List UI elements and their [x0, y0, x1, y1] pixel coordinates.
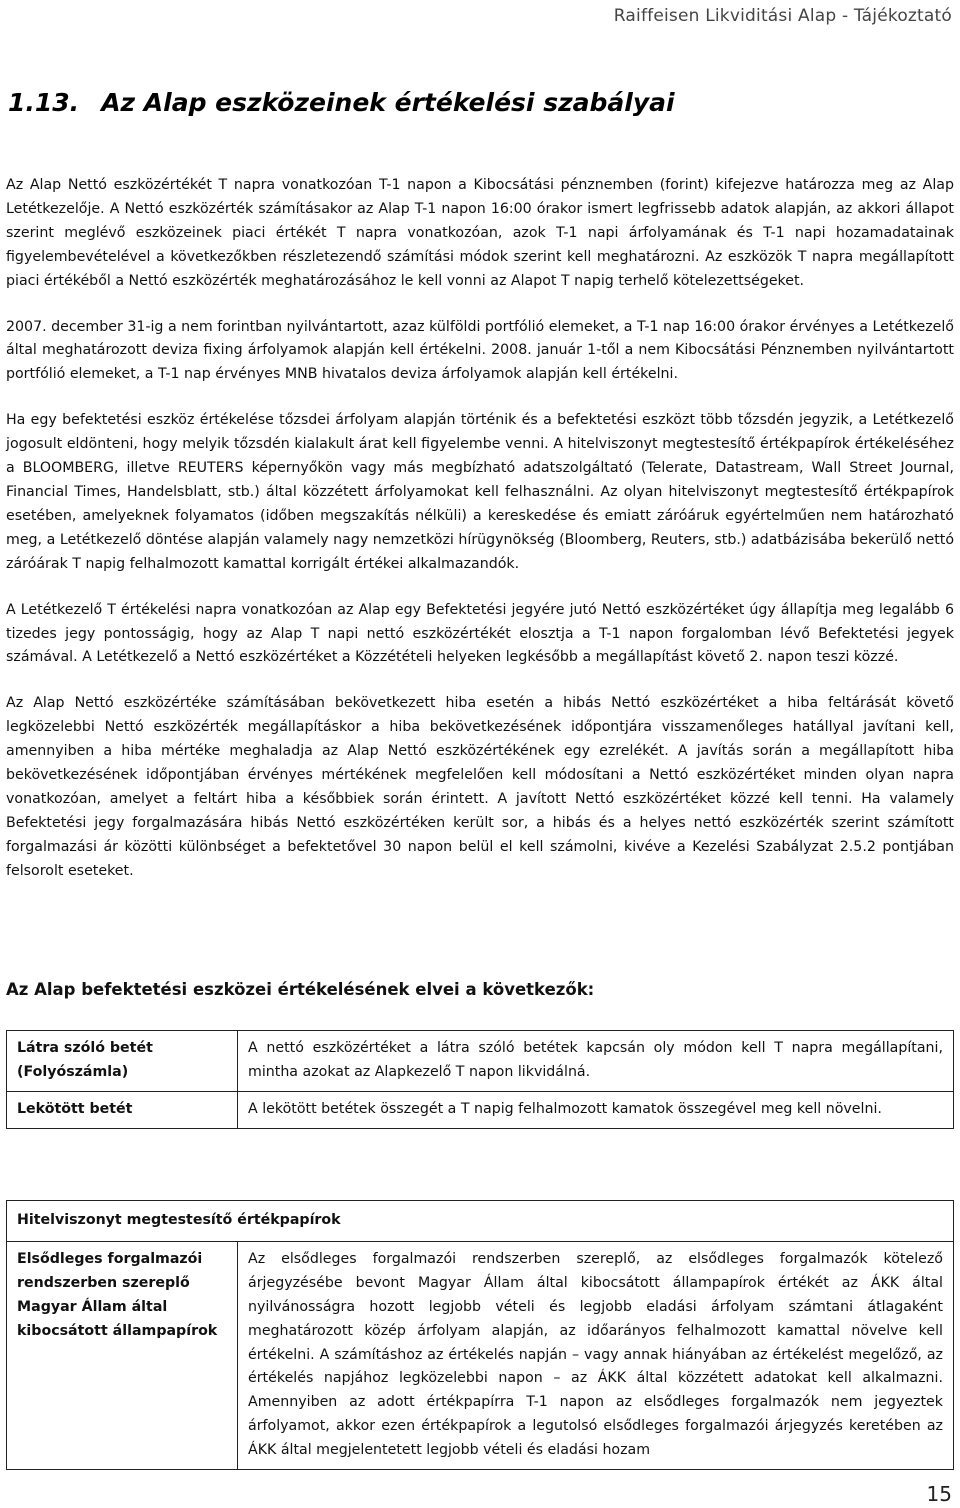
table-header-row — [7, 1201, 954, 1242]
section-title: Az Alap eszközeinek értékelési szabályai — [101, 88, 675, 117]
principles-table — [6, 1030, 954, 1129]
principles-heading: Az Alap befektetési eszközei értékelésének elvei a következők: — [6, 980, 595, 999]
body-text — [6, 174, 954, 884]
row-label-term-deposit: Lekötött betét — [7, 1091, 238, 1128]
paragraph-fx-valuation: 2007. december 31-ig a nem forintban nyilvántartott, azaz külföldi portfólió elemeket, a T-1 nap 16:00 órakor érvényes a Letétkezelő által meghatározott deviza fixing árfolyamok alapján kell értékelni. 2008. január 1-től a nem Kibocsátási Pénznemben nyilvántartott portfólió elemeket, a T-1 nap érvényes MNB hivatalos deviza árfolyamok alapján kell értékelni. — [6, 318, 954, 383]
table-row — [7, 1241, 954, 1469]
paragraph-error-correction: Az Alap Nettó eszközértéke számításában bekövetkezett hiba esetén a hibás Nettó eszközértéket a hiba feltárását követő legközelebbi Nettó eszközérték megállapításkor a hiba bekövetkezésének időpontjára visszamenőleges hatállyal javítani kell, amennyiben a hiba mértéke meghaladja az Alap Nettó eszközértékének egy ezrelékét. A javítás során a megállapított hiba bekövetkezésének időpontjában érvényes mértékének megfelelően kell módosítani a Nettó eszközértéket minden olyan napra vonatkozóan, amelyet a feltárt hiba a későbbiek során érintett. A javított Nettó eszközértéket közzé kell tenni. Ha valamely Befektetési jegy forgalmazására hibás Nettó eszközértéken került sor, a hibás és a helyes nettó eszközérték szerint számított forgalmazási ár közötti különbséget a befektetővel 30 napon belül el kell számolni, kivéve a Kezelési Szabályzat 2.5.2 pontjában felsorolt eseteket. — [6, 695, 954, 879]
section-heading — [8, 88, 675, 117]
section-number: 1.13. — [8, 88, 80, 117]
securities-table — [6, 1200, 954, 1470]
row-text-term-deposit: A lekötött betétek összegét a T napig felhalmozott kamatok összegével meg kell növelni. — [238, 1091, 954, 1128]
table-row — [7, 1031, 954, 1092]
paragraph-exchange-pricing: Ha egy befektetési eszköz értékelése tőzsdei árfolyam alapján történik és a befektetési eszközt több tőzsdén jegyzik, a Letétkezelő jogosult eldönteni, hogy melyik tőzsdén kialakult árat kell figyelembe venni. A hitelviszonyt megtestesítő értékpapírok értékeléséhez a BLOOMBERG, illetve REUTERS képernyőkön vagy más megbízható adatszolgáltató (Telerate, Datastream, Wall Street Journal, Financial Times, Handelsblatt, stb.) által közzétett árfolyamokat kell felhasználni. Az olyan hitelviszonyt megtestesítő értékpapírok esetében, amelyeknek folyamatos (időben megszakítás nélküli) a kereskedése és emiatt záróáruk egyértelműen nem határozható meg, a Letétkezelő döntése alapján valamely nagy nemzetközi hírügynökség (Bloomberg, Reuters, stb.) adatbázisába bekerülő nettó záróárak T napig felhalmozott kamattal korrigált értékei alkalmazandók. — [6, 412, 954, 572]
page-number: 15 — [926, 1482, 952, 1506]
row-label-sight-deposit: Látra szóló betét (Folyószámla) — [7, 1031, 238, 1092]
paragraph-unit-nav: A Letétkezelő T értékelési napra vonatkozóan az Alap egy Befektetési jegyére jutó Nettó eszközértéket úgy állapítja meg legalább 6 tizedes jegy pontosságig, hogy az Alap T napi nettó eszközértékét elosztja a T-1 napon forgalomban lévő Befektetési jegyek számával. A Letétkezelő a Nettó eszközértéket a Közzétételi helyeken legkésőbb a megállapítást követő 2. napon teszi közzé. — [6, 601, 954, 666]
securities-heading: Hitelviszonyt megtestesítő értékpapírok — [7, 1201, 954, 1242]
row-text-government-securities: Az elsődleges forgalmazói rendszerben szereplő, az elsődleges forgalmazók kötelező árjegyzésébe bevont Magyar Állam által kibocsátott állampapírok értékét az ÁKK által nyilvánosságra hozott legjobb vételi és legjobb eladási árfolyam számtani átlagaként meghatározott közép árfolyam alapján, az időarányos felhalmozott kamattal növelve kell értékelni. A számításhoz az értékelés napján – vagy annak hiányában az értékelést megelőző, az értékelés napjához legközelebbi napon – az ÁKK által közzétett adatokat kell alkalmazni. Amennyiben az adott értékpapírra T-1 napon az elsődleges forgalmazók nem jegyeztek árfolyamot, akkor ezen értékpapírok a legutolsó elsődleges forgalmazói árjegyzés keretében az ÁKK által megjelentetett legjobb vételi és eladási hozam — [238, 1241, 954, 1469]
running-header: Raiffeisen Likviditási Alap - Tájékoztató — [613, 6, 952, 26]
paragraph-nav-calculation: Az Alap Nettó eszközértékét T napra vonatkozóan T-1 napon a Kibocsátási pénznemben (forint) kifejezve határozza meg az Alap Letétkezelője. A Nettó eszközérték számításakor az Alap T-1 napon 16:00 órakor ismert legfrissebb adatok alapján, az akkori állapot szerint meglévő eszközeinek piaci értékét T napra vonatkozóan, azok T-1 napi árfolyamának és T-1 napi hozamadatainak figyelembevételével a következőkben részletezendő számítási módok szerint kell meghatározni. Az eszközök T napra megállapított piaci értékéből a Nettó eszközérték meghatározásához le kell vonni az Alapot T napig terhelő kötelezettségeket. — [6, 177, 954, 289]
row-text-sight-deposit: A nettó eszközértéket a látra szóló betétek kapcsán oly módon kell T napra megállapítani, mintha azokat az Alapkezelő T napon likvidálná. — [238, 1031, 954, 1092]
table-row — [7, 1091, 954, 1128]
row-label-government-securities: Elsődleges forgalmazói rendszerben szereplő Magyar Állam által kibocsátott állampapírok — [7, 1241, 238, 1469]
